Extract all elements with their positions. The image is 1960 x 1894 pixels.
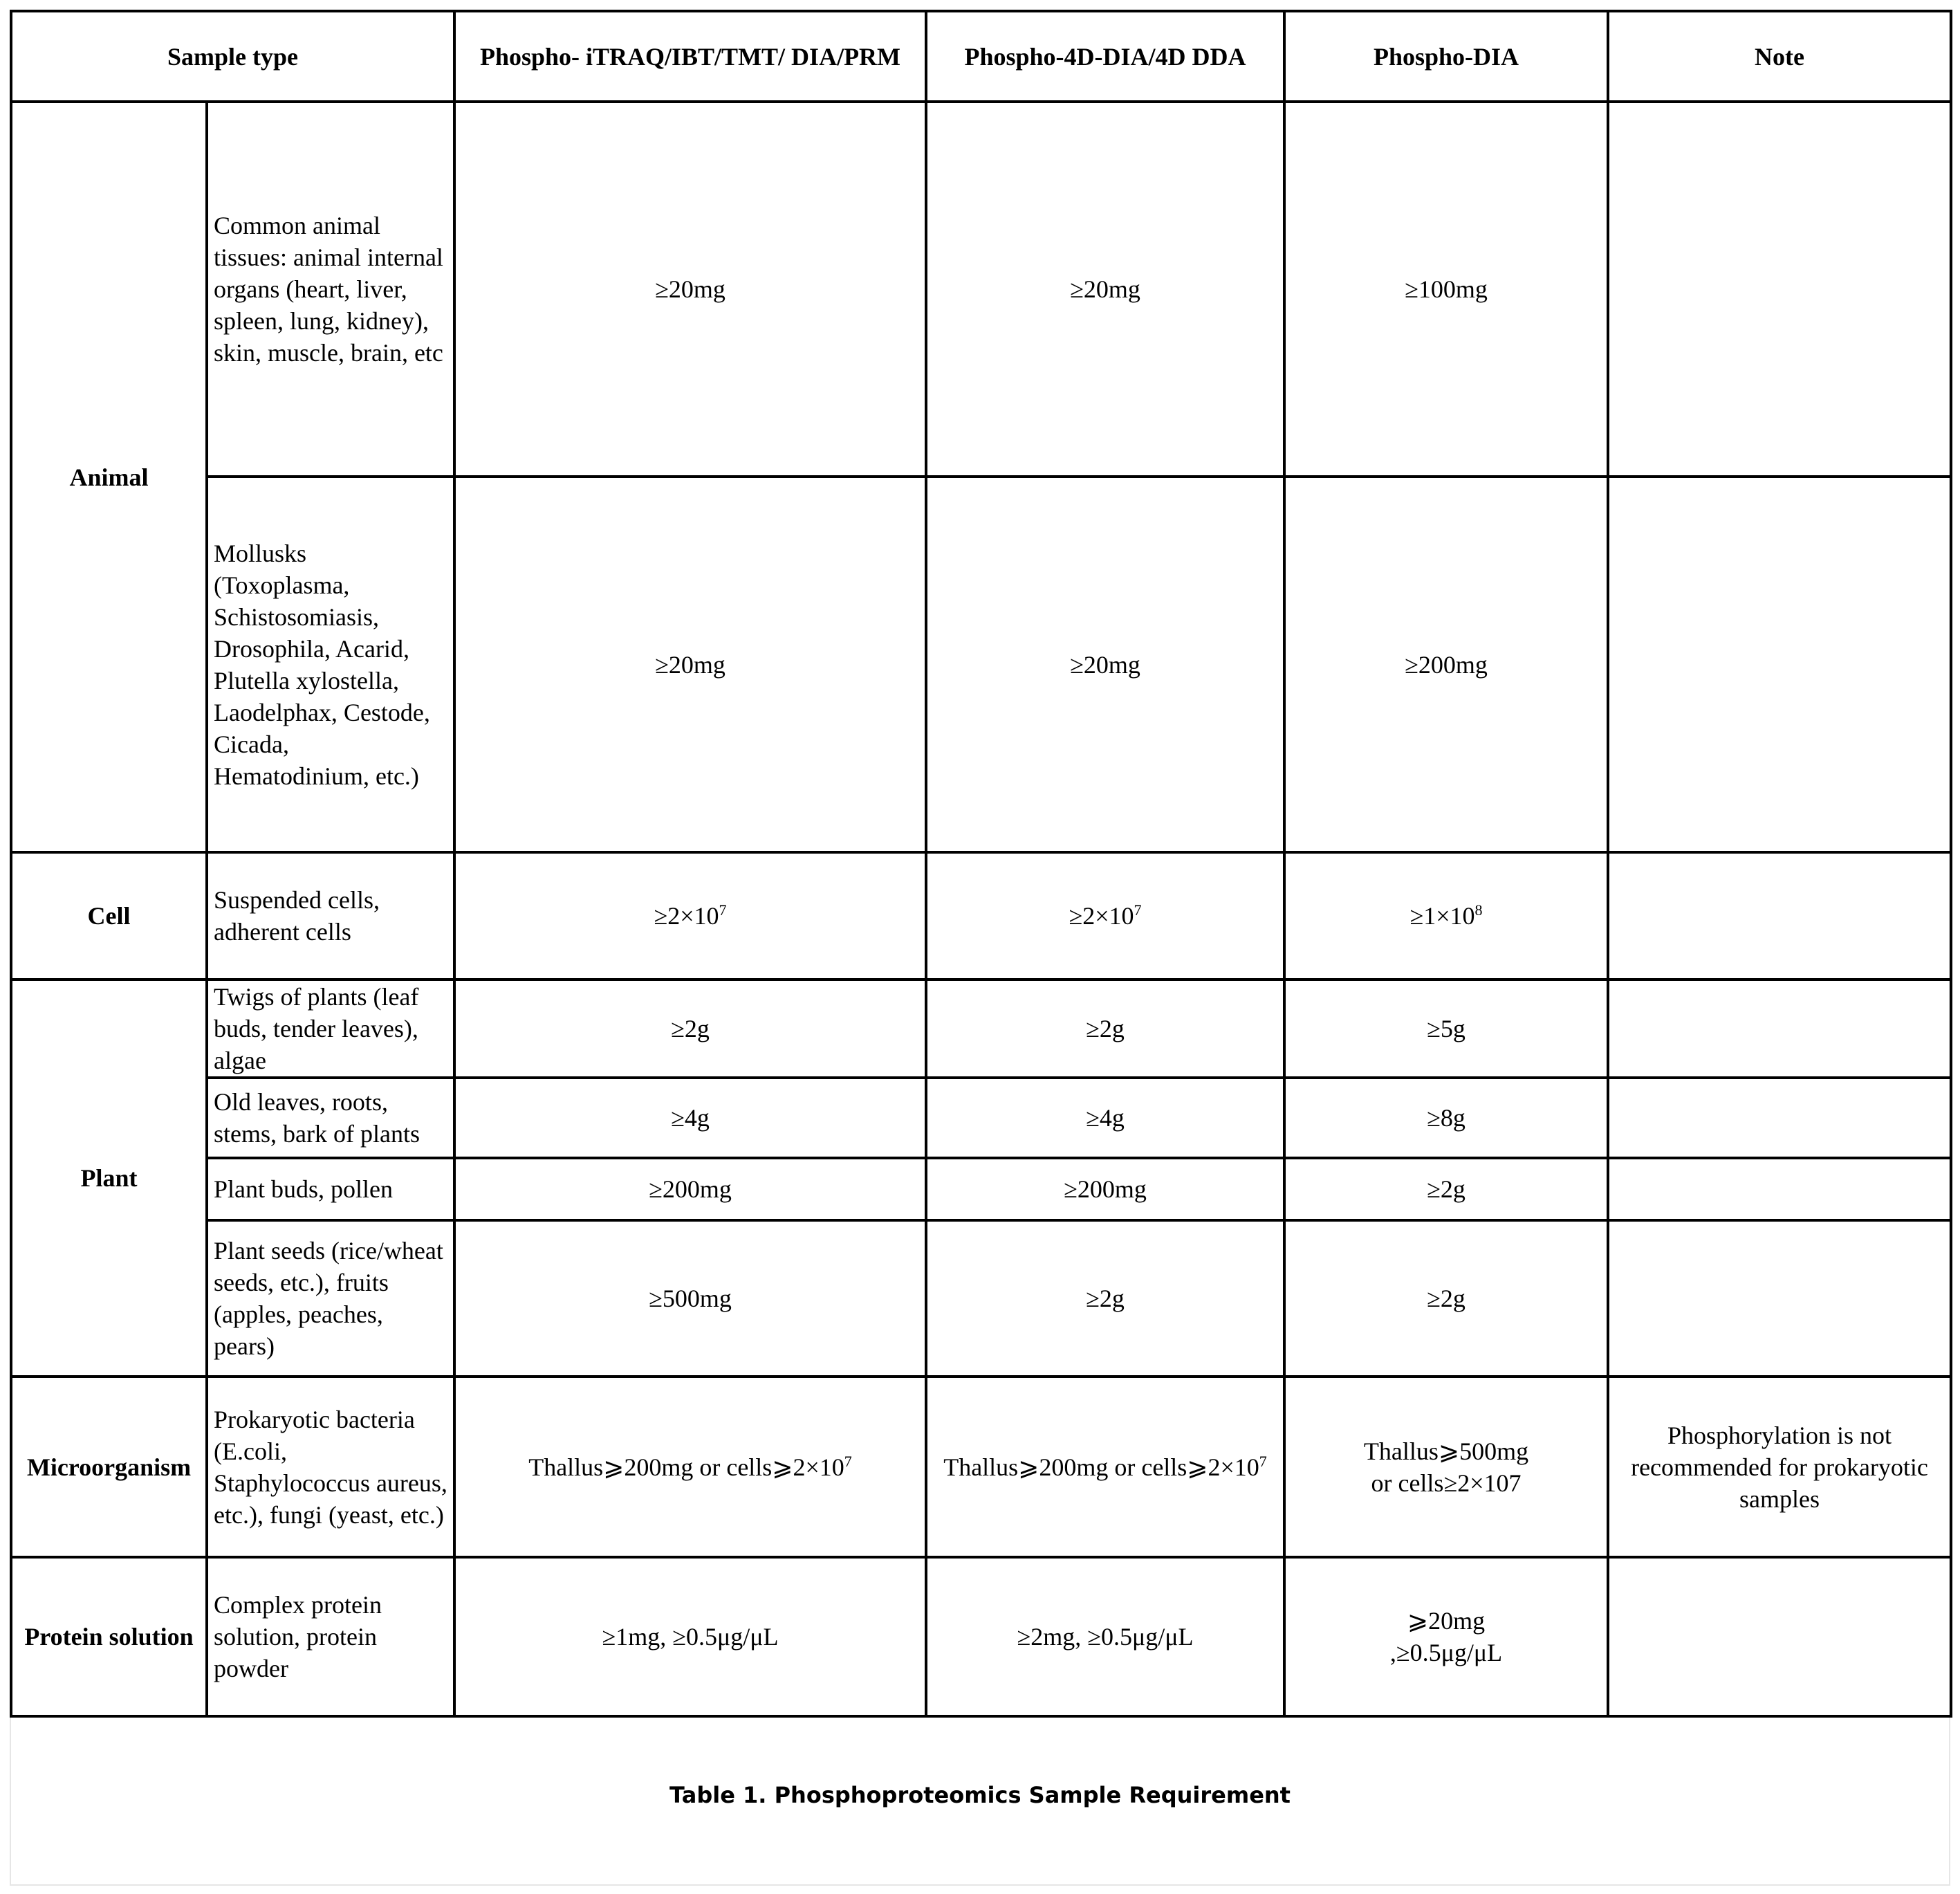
header-itraq: Phospho- iTRAQ/IBT/TMT/ DIA/PRM [454, 11, 926, 102]
value-4d-dia: ≥2g [926, 1220, 1284, 1377]
header-phospho-dia: Phospho-DIA [1284, 11, 1608, 102]
header-row [11, 11, 1951, 102]
table-caption: Table 1. Phosphoproteomics Sample Requirement [669, 1782, 1291, 1808]
category-protein-solution: Protein solution [11, 1557, 207, 1716]
value-itraq: ≥20mg [454, 102, 926, 477]
category-microorganism: Microorganism [11, 1377, 207, 1557]
table-row [11, 1220, 1951, 1377]
value-itraq: ≥2g [454, 980, 926, 1078]
sample-description: Plant seeds (rice/wheat seeds, etc.), fruits (apples, peaches, pears) [207, 1220, 454, 1377]
note-cell: Phosphorylation is not recommended for prokaryotic samples [1608, 1377, 1951, 1557]
note-cell [1608, 1158, 1951, 1220]
value-phospho-dia: ≥100mg [1284, 102, 1608, 477]
value-4d-dia: Thallus⩾200mg or $cells⩾2\times 10^7$ [926, 1377, 1284, 1557]
value-phospho-dia: ≥2g [1284, 1158, 1608, 1220]
value-itraq: ≥200mg [454, 1158, 926, 1220]
header-sample-type: Sample type [11, 11, 454, 102]
value-itraq: ≥500mg [454, 1220, 926, 1377]
value-itraq: ≥4g [454, 1078, 926, 1158]
sample-description: Suspended cells, adherent cells [207, 852, 454, 980]
value-phospho-dia: ≥200mg [1284, 477, 1608, 852]
value-itraq: ≥1mg, ≥0.5μg/μL [454, 1557, 926, 1716]
note-cell [1608, 980, 1951, 1078]
value-itraq: $\ge 2\times 10^7$ [454, 852, 926, 980]
note-cell [1608, 1220, 1951, 1377]
header-note: Note [1608, 11, 1951, 102]
value-phospho-dia: $\ge 1\times 10^8$ [1284, 852, 1608, 980]
table-row [11, 1377, 1951, 1557]
sample-description: Prokaryotic bacteria (E.coli, Staphylococcus aureus, etc.), fungi (yeast, etc.) [207, 1377, 454, 1557]
sample-description: Plant buds, pollen [207, 1158, 454, 1220]
value-4d-dia: ≥20mg [926, 477, 1284, 852]
table-row [11, 1158, 1951, 1220]
value-phospho-dia: ≥8g [1284, 1078, 1608, 1158]
table-row [11, 477, 1951, 852]
value-4d-dia: $\ge 2\times 10^7$ [926, 852, 1284, 980]
value-4d-dia: ≥4g [926, 1078, 1284, 1158]
value-4d-dia: ≥2mg, ≥0.5μg/μL [926, 1557, 1284, 1716]
table-row [11, 102, 1951, 477]
value-phospho-dia: ≥2g [1284, 1220, 1608, 1377]
table-row [11, 980, 1951, 1078]
sample-description: Common animal tissues: animal internal organs (heart, liver, spleen, lung, kidney), skin, muscle, brain, etc [207, 102, 454, 477]
note-cell [1608, 477, 1951, 852]
note-cell [1608, 102, 1951, 477]
sample-description: Complex protein solution, protein powder [207, 1557, 454, 1716]
note-cell [1608, 852, 1951, 980]
value-itraq: Thallus⩾200mg or $cells⩾2\times 10^7$ [454, 1377, 926, 1557]
table-row [11, 1078, 1951, 1158]
category-cell: Cell [11, 852, 207, 980]
table-row [11, 852, 1951, 980]
value-phospho-dia: ≥5g [1284, 980, 1608, 1078]
value-phospho-dia: Thallus⩾500mg or cells≥2×107 [1284, 1377, 1608, 1557]
header-4d-dia: Phospho-4D-DIA/4D DDA [926, 11, 1284, 102]
sample-description: Twigs of plants (leaf buds, tender leaves), algae [207, 980, 454, 1078]
sample-description: Old leaves, roots, stems, bark of plants [207, 1078, 454, 1158]
category-plant: Plant [11, 980, 207, 1377]
note-cell [1608, 1557, 1951, 1716]
value-4d-dia: ≥2g [926, 980, 1284, 1078]
note-cell [1608, 1078, 1951, 1158]
sample-requirement-table [10, 10, 1952, 1718]
category-animal: Animal [11, 102, 207, 852]
value-itraq: ≥20mg [454, 477, 926, 852]
value-4d-dia: ≥200mg [926, 1158, 1284, 1220]
table-row [11, 1557, 1951, 1716]
value-phospho-dia: ⩾20mg ,≥0.5μg/μL [1284, 1557, 1608, 1716]
value-4d-dia: ≥20mg [926, 102, 1284, 477]
sample-description: Mollusks (Toxoplasma, Schistosomiasis, Drosophila, Acarid, Plutella xylostella, Laodelphax, Cestode, Cicada, Hematodinium, etc.) [207, 477, 454, 852]
